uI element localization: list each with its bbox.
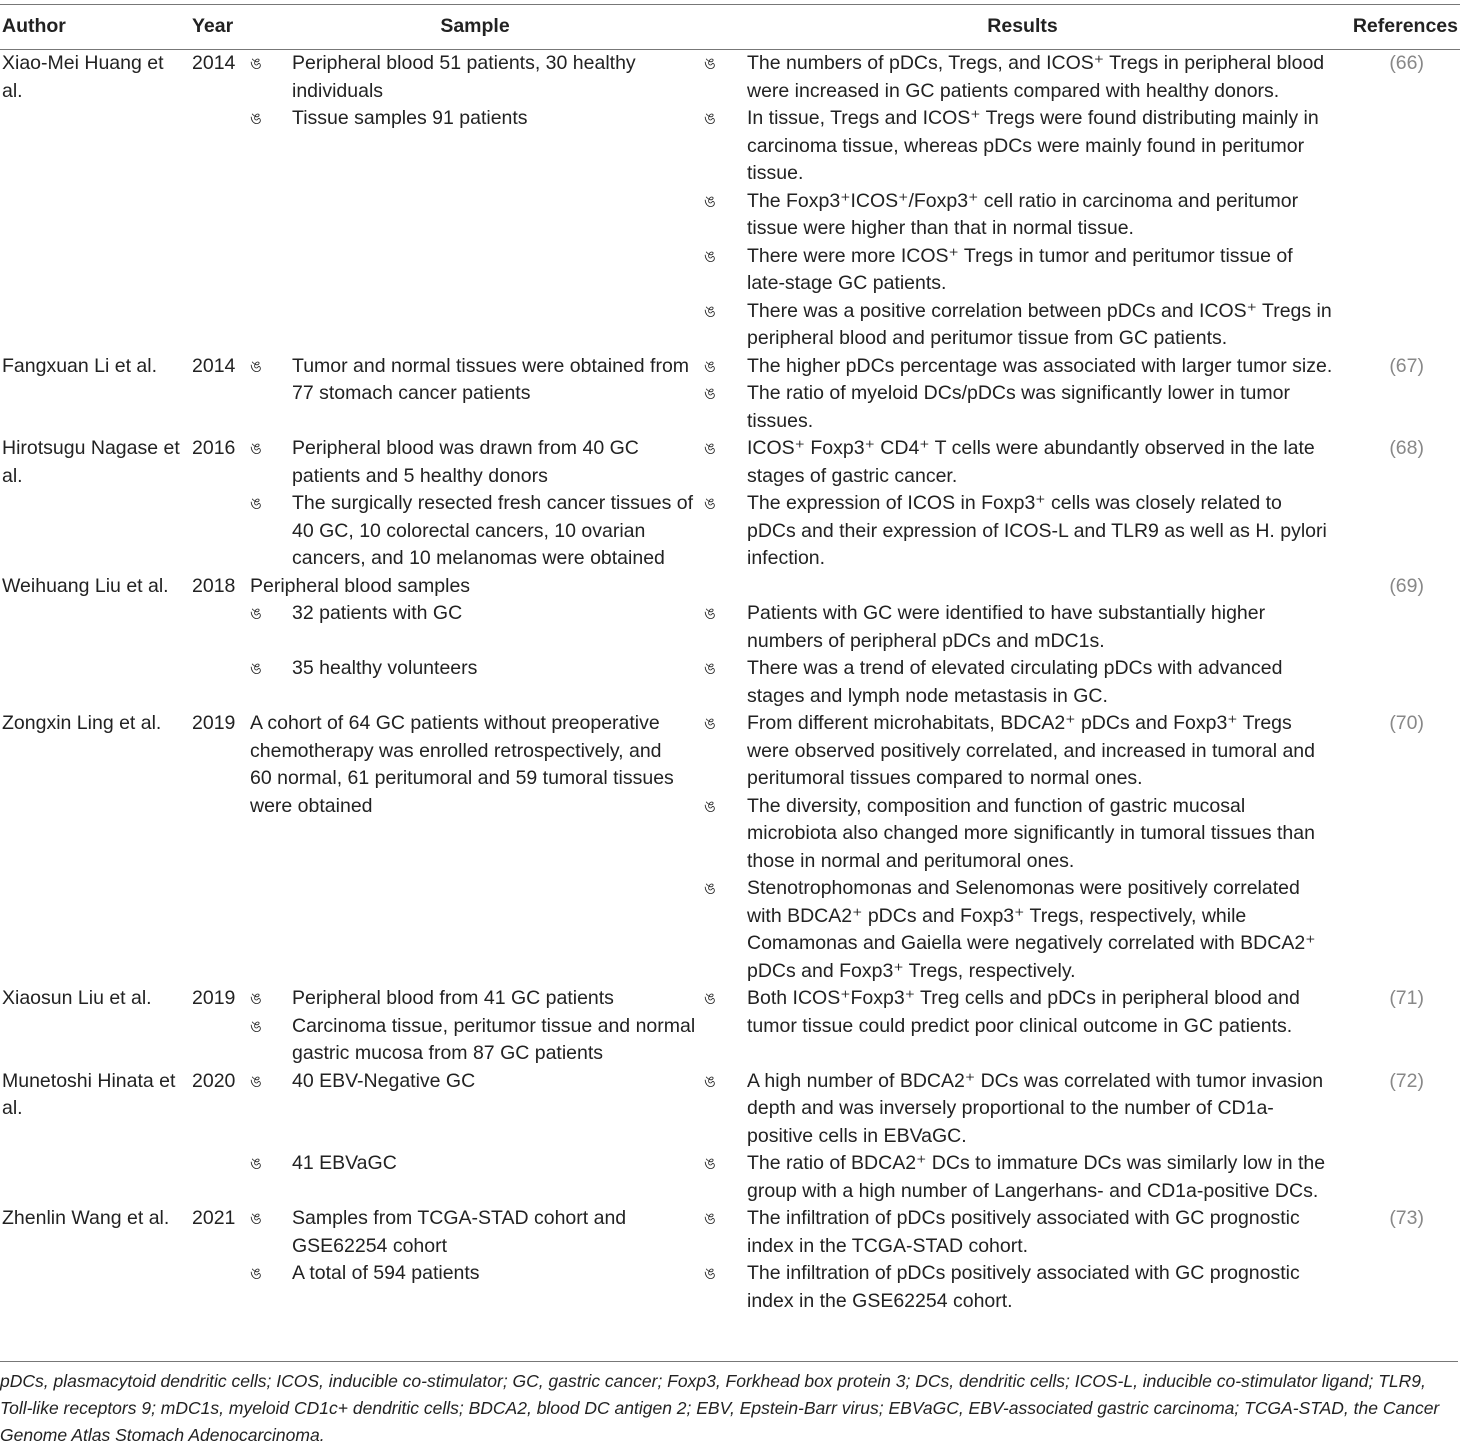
- sample-item: ঙ Tissue samples 91 patients: [250, 105, 700, 133]
- curly-bullet-icon: ঙ: [704, 54, 716, 73]
- studies-table: [0, 4, 1460, 1315]
- reference-link[interactable]: (69): [1389, 574, 1424, 597]
- sample-item: ঙ A total of 594 patients: [250, 1260, 700, 1288]
- table-row: [0, 573, 1460, 711]
- curly-bullet-icon: ঙ: [250, 1071, 262, 1091]
- reference-link[interactable]: (71): [1389, 987, 1424, 1009]
- sample-item: ঙ Samples from TCGA-STAD cohort and GSE62254 cohort: [250, 1207, 627, 1257]
- table-row: [0, 710, 1460, 985]
- year-cell: 2019: [192, 987, 236, 1009]
- author-cell: Munetoshi Hinata et al.: [2, 1069, 176, 1119]
- result-item: ঙ Patients with GC were identified to have substantially higher numbers of peripheral pDCs and mDC1s.: [704, 602, 1266, 652]
- author-cell: Xiaosun Liu et al.: [2, 987, 152, 1009]
- curly-bullet-icon: ঙ: [704, 1264, 716, 1283]
- author-cell: Xiao-Mei Huang et al.: [2, 52, 164, 102]
- curly-bullet-icon: ঙ: [250, 1209, 262, 1228]
- curly-bullet-icon: ঙ: [250, 356, 262, 376]
- year-cell: 2021: [192, 1207, 236, 1229]
- spacer: [704, 573, 1335, 601]
- header-references: References: [1345, 5, 1460, 50]
- curly-bullet-icon: ঙ: [250, 604, 262, 623]
- curly-bullet-icon: ঙ: [704, 1071, 716, 1091]
- table-row: [0, 1205, 1460, 1315]
- author-cell: Hirotsugu Nagase et al.: [2, 437, 180, 487]
- table-row: [0, 1068, 1460, 1206]
- sample-cell: [250, 353, 700, 436]
- curly-bullet-icon: ঙ: [704, 714, 716, 733]
- result-item: ঙ The infiltration of pDCs positively associated with GC prognostic index in the TCGA-STAD cohort.: [704, 1207, 1300, 1257]
- author-cell: Zongxin Ling et al.: [2, 712, 162, 734]
- curly-bullet-icon: ঙ: [704, 989, 716, 1008]
- results-cell: [700, 353, 1345, 436]
- curly-bullet-icon: ঙ: [704, 439, 716, 458]
- header-year: Year: [190, 5, 250, 50]
- curly-bullet-icon: ঙ: [704, 246, 716, 266]
- results-cell: [700, 710, 1345, 985]
- result-item: ঙ In tissue, Tregs and ICOS⁺ Tregs were found distributing mainly in carcinoma tissue, whereas pDCs were mainly found in peritumor tissue.: [704, 107, 1319, 184]
- curly-bullet-icon: ঙ: [704, 796, 716, 816]
- results-cell: [700, 50, 1345, 353]
- sample-cell: [250, 435, 700, 573]
- spacer: [250, 1095, 700, 1123]
- results-cell: [700, 985, 1345, 1068]
- result-item: ঙ There were more ICOS⁺ Tregs in tumor and peritumor tissue of late-stage GC patients.: [704, 244, 1293, 294]
- year-cell: 2014: [192, 354, 236, 377]
- curly-bullet-icon: ঙ: [704, 356, 716, 376]
- header-author: Author: [0, 5, 190, 50]
- table-row: [0, 353, 1460, 436]
- result-item: ঙ The infiltration of pDCs positively associated with GC prognostic index in the GSE62254 cohort.: [704, 1262, 1300, 1312]
- curly-bullet-icon: ঙ: [250, 109, 262, 128]
- year-cell: 2016: [192, 437, 236, 459]
- result-item: ঙ There was a trend of elevated circulating pDCs with advanced stages and lymph node metastasis in GC.: [704, 657, 1283, 707]
- author-cell: Zhenlin Wang et al.: [2, 1207, 170, 1229]
- curly-bullet-icon: ঙ: [704, 604, 716, 623]
- result-item: ঙ The higher pDCs percentage was associated with larger tumor size.: [704, 353, 1335, 381]
- curly-bullet-icon: ঙ: [704, 659, 716, 678]
- curly-bullet-icon: ঙ: [250, 1016, 262, 1036]
- curly-bullet-icon: ঙ: [704, 879, 716, 898]
- curly-bullet-icon: ঙ: [250, 1264, 262, 1283]
- result-item: ঙ Both ICOS⁺Foxp3⁺ Treg cells and pDCs in peripheral blood and tumor tissue could predict poor clinical outcome in GC patients.: [704, 987, 1300, 1037]
- spacer: [250, 1123, 700, 1151]
- author-cell: Weihuang Liu et al.: [2, 574, 169, 597]
- sample-item: ঙ Carcinoma tissue, peritumor tissue and normal gastric mucosa from 87 GC patients: [250, 1014, 696, 1064]
- curly-bullet-icon: ঙ: [250, 989, 262, 1008]
- curly-bullet-icon: ঙ: [250, 439, 262, 458]
- sample-item: ঙ Tumor and normal tissues were obtained from 77 stomach cancer patients: [250, 354, 690, 404]
- results-cell: [700, 435, 1345, 573]
- curly-bullet-icon: ঙ: [704, 384, 716, 403]
- result-item: ঙ The diversity, composition and function of gastric mucosal microbiota also changed more significantly in tumoral tissues than those in normal and peritumoral ones.: [704, 794, 1315, 872]
- curly-bullet-icon: ঙ: [704, 109, 716, 128]
- sample-cell: [250, 573, 700, 711]
- result-item: ঙ The numbers of pDCs, Tregs, and ICOS⁺ Tregs in peripheral blood were increased in GC patients compared with healthy donors.: [704, 52, 1325, 102]
- spacer: [250, 628, 700, 656]
- sample-cell: [250, 50, 700, 353]
- result-item: ঙ The expression of ICOS in Foxp3⁺ cells was closely related to pDCs and their expression of ICOS-L and TLR9 as well as H. pylori infection.: [704, 492, 1327, 569]
- result-item: ঙ The Foxp3⁺ICOS⁺/Foxp3⁺ cell ratio in carcinoma and peritumor tissue were higher than that in normal tissue.: [704, 189, 1299, 239]
- year-cell: 2018: [192, 574, 236, 597]
- year-cell: 2019: [192, 712, 236, 734]
- year-cell: 2020: [192, 1069, 236, 1092]
- results-cell: [700, 573, 1345, 711]
- sample-item: ঙ Peripheral blood was drawn from 40 GC patients and 5 healthy donors: [250, 437, 639, 487]
- result-item: ঙ The ratio of myeloid DCs/pDCs was significantly lower in tumor tissues.: [704, 382, 1290, 432]
- curly-bullet-icon: ঙ: [250, 1154, 262, 1173]
- year-cell: 2014: [192, 52, 236, 74]
- curly-bullet-icon: ঙ: [704, 301, 716, 321]
- header-sample: Sample: [250, 5, 700, 50]
- header-results: Results: [700, 5, 1345, 50]
- table-row: [0, 985, 1460, 1068]
- table-row: [0, 50, 1460, 353]
- table-row: [0, 435, 1460, 573]
- reference-link[interactable]: (67): [1389, 354, 1424, 377]
- reference-link[interactable]: (70): [1389, 712, 1424, 734]
- curly-bullet-icon: ঙ: [250, 659, 262, 678]
- reference-link[interactable]: (72): [1389, 1069, 1424, 1092]
- sample-item: ঙ 32 patients with GC: [250, 600, 700, 628]
- results-cell: [700, 1068, 1345, 1206]
- sample-intro: Peripheral blood samples: [250, 574, 471, 597]
- header-row: [0, 5, 1460, 50]
- curly-bullet-icon: ঙ: [704, 1154, 716, 1173]
- result-item: ঙ From different microhabitats, BDCA2⁺ pDCs and Foxp3⁺ Tregs were observed positively correlated, and increased in tumoral and peritumoral tissues compared to normal ones.: [704, 712, 1315, 789]
- sample-cell: [250, 985, 700, 1068]
- sample-item: ঙ 40 EBV-Negative GC: [250, 1068, 700, 1096]
- result-item: ঙ The ratio of BDCA2⁺ DCs to immature DCs was similarly low in the group with a high number of Langerhans- and CD1a-positive DCs.: [704, 1152, 1326, 1202]
- sample-item: ঙ Peripheral blood 51 patients, 30 healthy individuals: [250, 52, 636, 102]
- result-item: ঙ Stenotrophomonas and Selenomonas were positively correlated with BDCA2⁺ pDCs and Foxp3⁺ Tregs, respectively, while Comamonas and Gaiella were negatively correlated with BDCA2⁺ pDCs and Foxp3⁺ Tregs, respectively.: [704, 877, 1316, 982]
- table-footnote: pDCs, plasmacytoid dendritic cells; ICOS, inducible co-stimulator; GC, gastric cancer; Foxp3, Forkhead box protein 3; DCs, dendritic cells; ICOS-L, inducible co-stimulator ligand; TLR9, Toll-like receptors 9; mDC1s, myeloid CD1c+ dendritic cells; BDCA2, blood DC antigen 2; EBV, Epstein-Barr virus; EBVaGC, EBV-associated gastric carcinoma; TCGA-STAD, the Cancer Genome Atlas Stomach Adenocarcinoma.: [0, 1361, 1458, 1449]
- sample-item: ঙ 35 healthy volunteers: [250, 655, 700, 683]
- reference-link[interactable]: (68): [1389, 437, 1424, 459]
- curly-bullet-icon: ঙ: [704, 191, 716, 211]
- sample-item: ঙ 41 EBVaGC: [250, 1150, 700, 1178]
- curly-bullet-icon: ঙ: [704, 494, 716, 513]
- result-item: ঙ There was a positive correlation between pDCs and ICOS⁺ Tregs in peripheral blood and peritumor tissue from GC patients.: [704, 299, 1332, 349]
- sample-cell: [250, 1068, 700, 1206]
- results-cell: [700, 1205, 1345, 1315]
- curly-bullet-icon: ঙ: [704, 1209, 716, 1228]
- sample-cell: [250, 1205, 700, 1315]
- result-item: ঙ A high number of BDCA2⁺ DCs was correlated with tumor invasion depth and was inversely proportional to the number of CD1a-positive cells in EBVaGC.: [704, 1069, 1324, 1147]
- author-cell: Fangxuan Li et al.: [2, 354, 158, 377]
- curly-bullet-icon: ঙ: [250, 494, 262, 513]
- result-item: ঙ ICOS⁺ Foxp3⁺ CD4⁺ T cells were abundantly observed in the late stages of gastric cancer.: [704, 437, 1315, 487]
- sample-item: ঙ The surgically resected fresh cancer tissues of 40 GC, 10 colorectal cancers, 10 ovarian cancers, and 10 melanomas were obtained: [250, 492, 694, 569]
- sample-cell: A cohort of 64 GC patients without preoperative chemotherapy was enrolled retrospectively, and 60 normal, 61 peritumoral and 59 tumoral tissues were obtained: [250, 712, 674, 817]
- curly-bullet-icon: ঙ: [250, 54, 262, 73]
- reference-link[interactable]: (66): [1389, 52, 1424, 74]
- reference-link[interactable]: (73): [1389, 1207, 1424, 1229]
- sample-item: ঙ Peripheral blood from 41 GC patients: [250, 985, 700, 1013]
